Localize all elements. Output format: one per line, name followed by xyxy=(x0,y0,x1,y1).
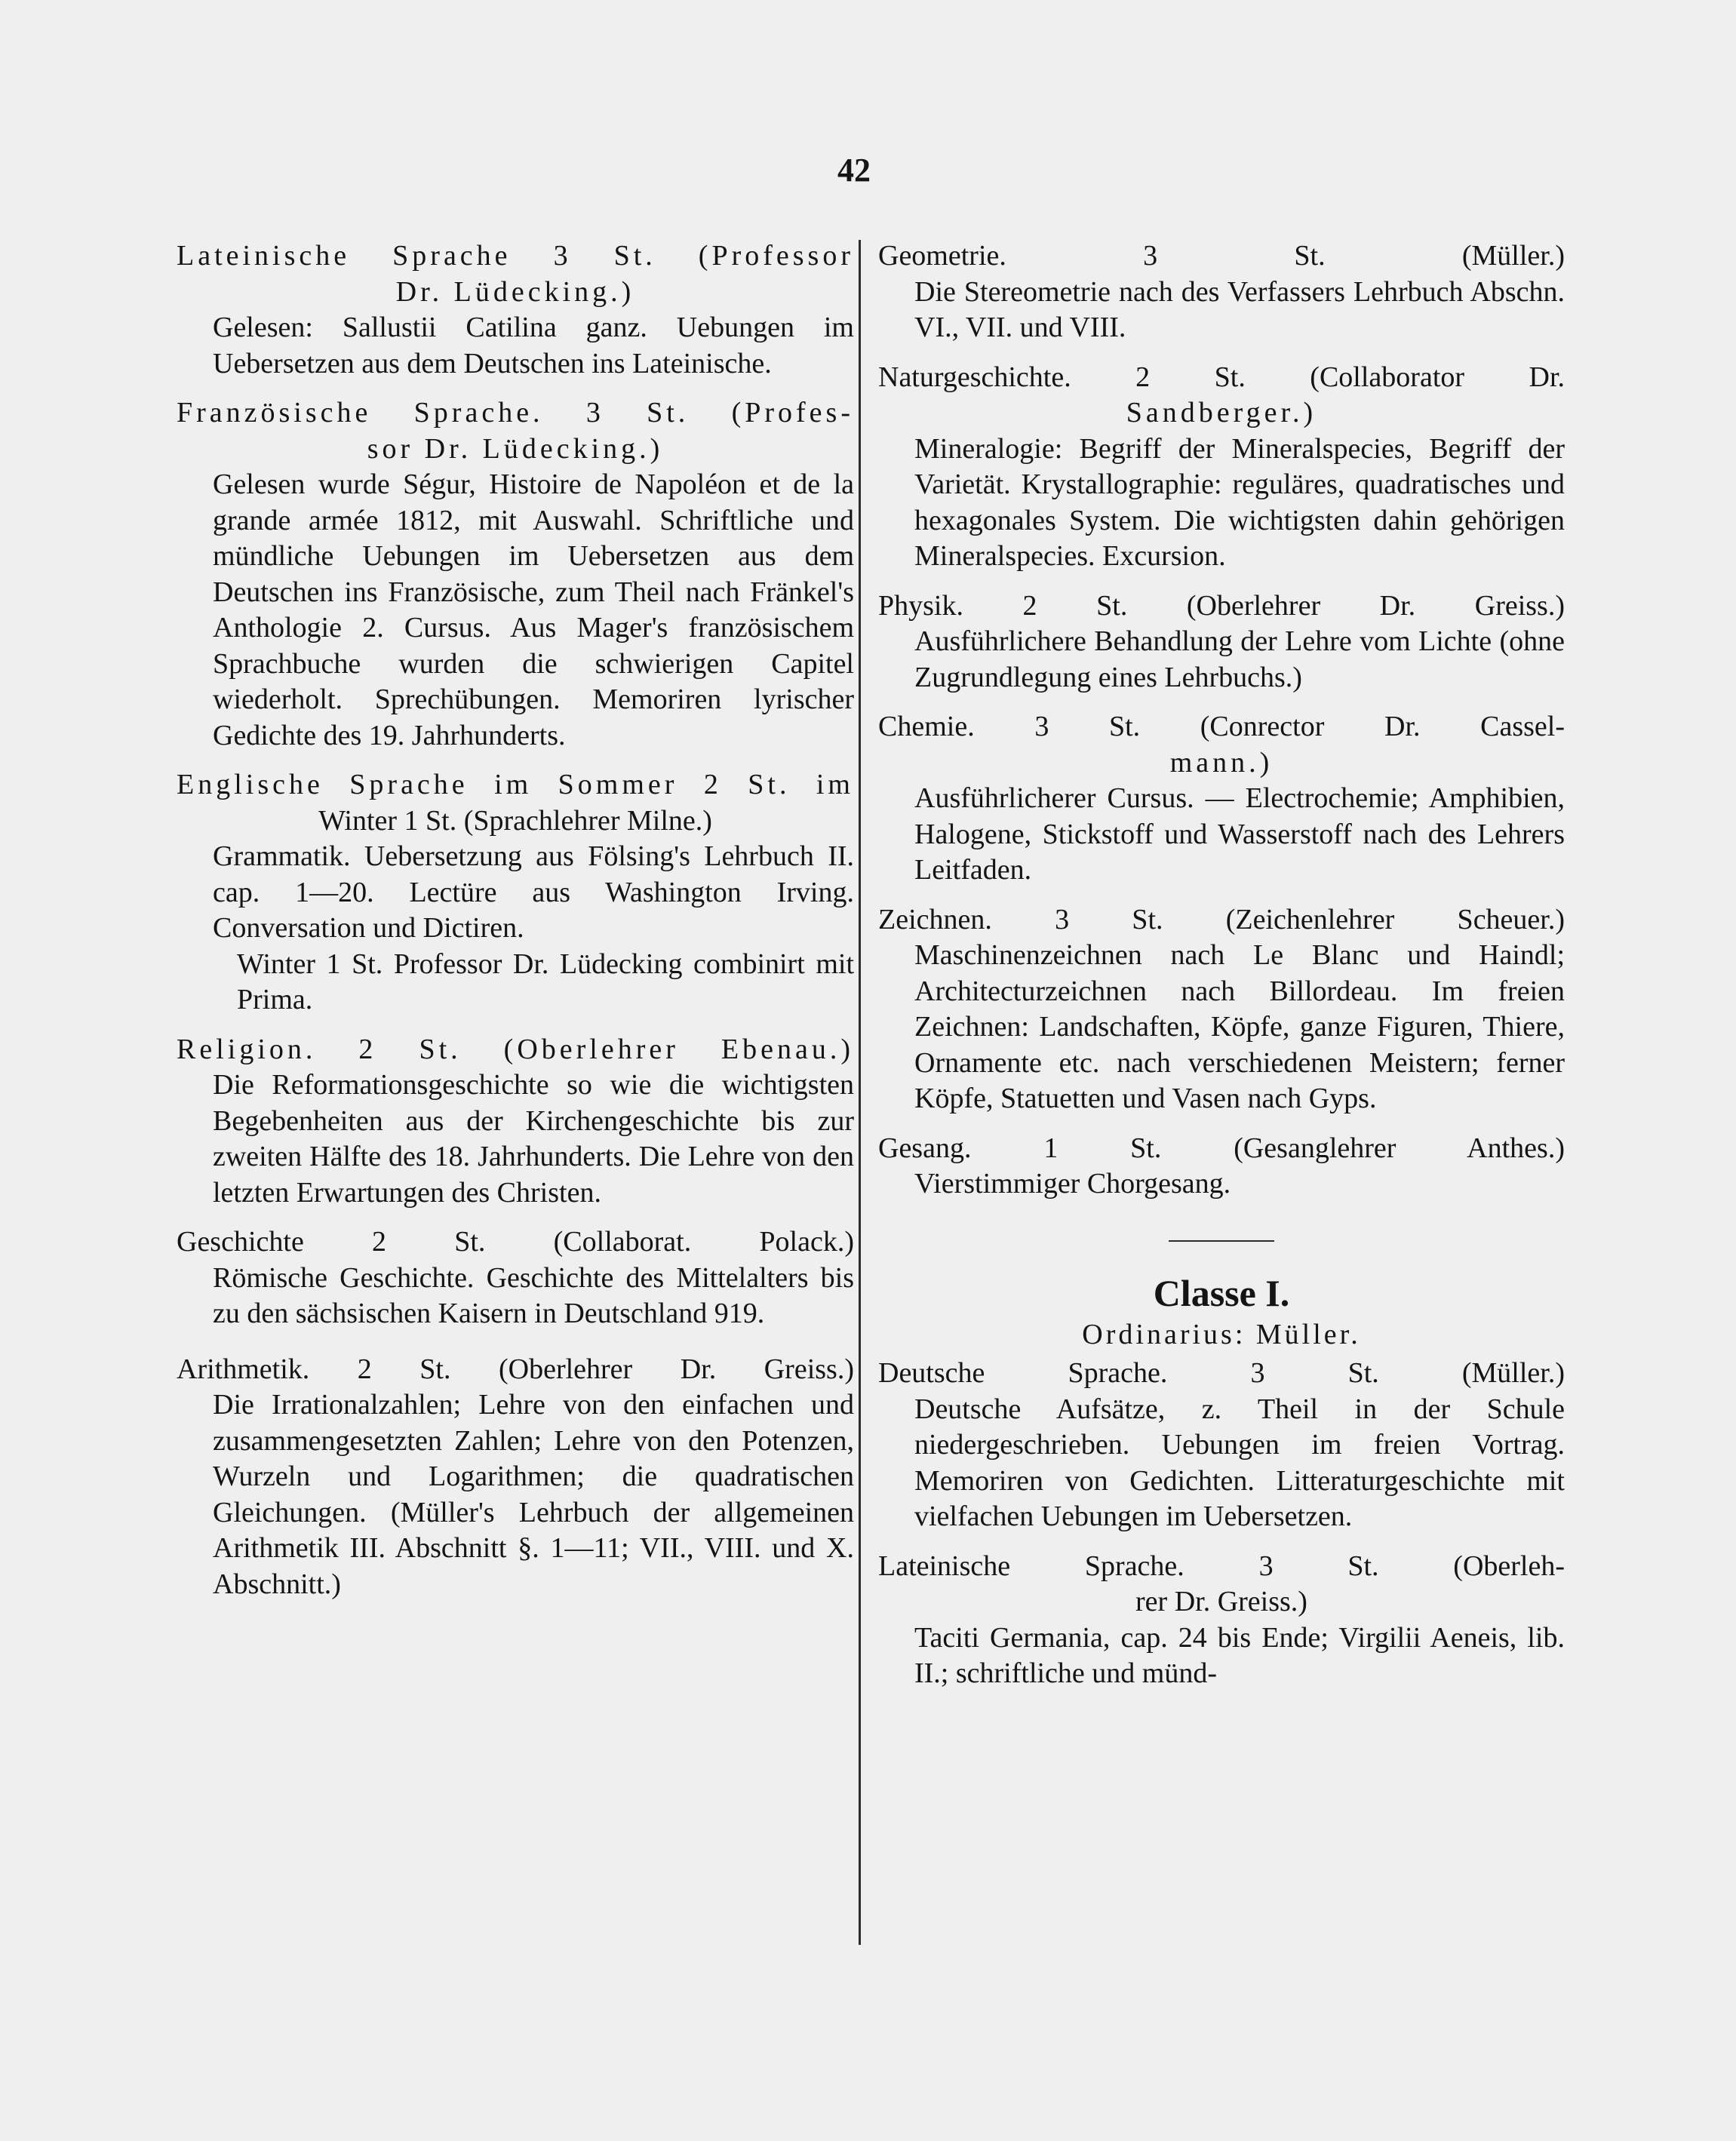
subject-heading: Naturgeschichte. 2 St. (Collaborator Dr. xyxy=(878,361,1565,393)
subject-teacher: Dr. Lüdecking.) xyxy=(395,275,635,308)
subject-body xyxy=(177,1261,854,1332)
section-latin xyxy=(177,238,854,382)
column-divider xyxy=(859,240,861,1945)
section-english xyxy=(177,767,854,1018)
subject-heading: Physik. 2 St. (Oberlehrer Dr. Greiss.) xyxy=(878,589,1565,622)
body-text: Maschinenzeichnen nach Le Blanc und Haindl; Architecturzeichnen nach Billordeau. Im freien Zeichnen: Landschaften, Köpfe, ganze Figuren, Thiere, Ornamente etc. nach verschiedenen Meistern; ferner Köpfe, Statuetten und Vasen nach Gyps. xyxy=(914,939,1565,1114)
subject-heading: Französische Sprache. 3 St. (Profes- xyxy=(177,397,854,429)
right-column xyxy=(878,238,1565,1706)
section-drawing xyxy=(878,902,1565,1117)
body-note: Winter 1 St. Professor Dr. Lüdecking combinirt mit Prima. xyxy=(237,948,854,1015)
body-text: Die Stereometrie nach des Verfassers Lehrbuch Abschn. VI., VII. und VIII. xyxy=(914,275,1565,343)
subject-body xyxy=(177,839,854,1018)
subject-body xyxy=(177,310,854,382)
subject-teacher: Winter 1 St. (Sprachlehrer Milne.) xyxy=(318,804,712,837)
subject-heading: Zeichnen. 3 St. (Zeichenlehrer Scheuer.) xyxy=(878,903,1565,935)
subject-body xyxy=(878,938,1565,1117)
body-text: Ausführlichere Behandlung der Lehre vom Lichte (ohne Zugrundlegung eines Lehrbuchs.) xyxy=(914,625,1565,693)
section-physics xyxy=(878,588,1565,696)
subject-heading: Arithmetik. 2 St. (Oberlehrer Dr. Greiss.) xyxy=(177,1353,854,1385)
subject-heading: Lateinische Sprache. 3 St. (Oberleh- xyxy=(878,1550,1565,1582)
subject-heading: Gesang. 1 St. (Gesanglehrer Anthes.) xyxy=(878,1132,1565,1164)
subject-body xyxy=(878,1392,1565,1535)
body-text: Vierstimmiger Chorgesang. xyxy=(914,1168,1231,1200)
body-text: Die Reformationsgeschichte so wie die wichtigsten Begebenheiten aus der Kirchengeschichte bis zur zweiten Hälfte des 18. Jahrhunderts. Die Lehre von den letzten Erwartungen des Christen. xyxy=(213,1069,854,1209)
section-arithmetic xyxy=(177,1352,854,1603)
subject-teacher: Sandberger.) xyxy=(1126,397,1317,429)
subject-heading: Englische Sprache im Sommer 2 St. im xyxy=(177,769,854,800)
subject-body xyxy=(177,467,854,754)
subject-heading: Geometrie. 3 St. (Müller.) xyxy=(878,240,1565,272)
section-history xyxy=(177,1224,854,1332)
section-singing xyxy=(878,1131,1565,1203)
body-text: Deutsche Aufsätze, z. Theil in der Schule niedergeschrieben. Uebungen im freien Vortrag. Memoriren von Gedichten. Litteraturgeschichte mit vielfachen Uebungen im Uebersetzen. xyxy=(914,1393,1565,1532)
section-german xyxy=(878,1356,1565,1535)
left-column xyxy=(177,238,854,1616)
section-separator xyxy=(1169,1240,1274,1242)
body-text: Gelesen wurde Ségur, Histoire de Napoléon et de la grande armée 1812, mit Auswahl. Schriftliche und mündliche Uebungen im Uebersetzen aus dem Deutschen ins Französische, zum Theil nach Fränkel's Anthologie 2. Cursus. Aus Mager's französischem Sprachbuche wurden die schwierigen Capitel wiederholt. Sprechübungen. Memoriren lyrischer Gedichte des 19. Jahrhunderts. xyxy=(213,468,854,751)
subject-heading: Deutsche Sprache. 3 St. (Müller.) xyxy=(878,1357,1565,1389)
subject-body xyxy=(878,624,1565,696)
subject-teacher: mann.) xyxy=(1169,746,1274,779)
section-religion xyxy=(177,1032,854,1212)
body-text: Gelesen: Sallustii Catilina ganz. Uebungen im Uebersetzen aus dem Deutschen ins Lateinische. xyxy=(213,312,854,379)
section-chemistry xyxy=(878,709,1565,889)
subject-teacher: rer Dr. Greiss.) xyxy=(1135,1586,1307,1617)
body-text: Ausführlicherer Cursus. — Electrochemie; Amphibien, Halogene, Stickstoff und Wasserstoff nach des Lehrers Leitfaden. xyxy=(914,782,1565,886)
subject-body xyxy=(878,781,1565,889)
subject-body xyxy=(878,275,1565,346)
subject-body xyxy=(878,1166,1565,1203)
page-number: 42 xyxy=(837,152,871,189)
section-french xyxy=(177,395,854,754)
body-text: Taciti Germania, cap. 24 bis Ende; Virgilii Aeneis, lib. II.; schriftliche und münd- xyxy=(914,1621,1565,1689)
body-text: Mineralogie: Begriff der Mineralspecies, Begriff der Varietät. Krystallographie: reguläres, quadratisches und hexagonales System. Die wichtigsten dahin gehörigen Mineralspecies. Excursion. xyxy=(914,432,1565,572)
body-text: Grammatik. Uebersetzung aus Fölsing's Lehrbuch II. cap. 1—20. Lectüre aus Washington Irving. Conversation und Dictiren. xyxy=(213,840,854,944)
subject-heading: Geschichte 2 St. (Collaborat. Polack.) xyxy=(177,1226,854,1258)
subject-body xyxy=(878,1620,1565,1692)
subject-heading: Chemie. 3 St. (Conrector Dr. Cassel- xyxy=(878,711,1565,742)
body-text: Römische Geschichte. Geschichte des Mittelalters bis zu den sächsischen Kaisern in Deutschland 919. xyxy=(213,1261,854,1329)
subject-body xyxy=(878,432,1565,575)
section-natural-history xyxy=(878,360,1565,575)
classe-title: Classe I. xyxy=(1153,1271,1290,1314)
section-geometry xyxy=(878,238,1565,346)
subject-heading: Religion. 2 St. (Oberlehrer Ebenau.) xyxy=(177,1033,854,1065)
ordinarius: Ordinarius: Müller. xyxy=(1082,1318,1361,1350)
subject-heading: Lateinische Sprache 3 St. (Professor xyxy=(177,240,854,272)
subject-teacher: sor Dr. Lüdecking.) xyxy=(367,432,664,465)
subject-body xyxy=(177,1067,854,1211)
subject-body xyxy=(177,1387,854,1602)
body-text: Die Irrationalzahlen; Lehre von den einfachen und zusammengesetzten Zahlen; Lehre von den Potenzen, Wurzeln und Logarithmen; die quadratischen Gleichungen. (Müller's Lehrbuch der allgemeinen Arithmetik III. Abschnitt §. 1—11; VII., VIII. und X. Abschnitt.) xyxy=(213,1389,854,1600)
section-latin-classe xyxy=(878,1549,1565,1692)
